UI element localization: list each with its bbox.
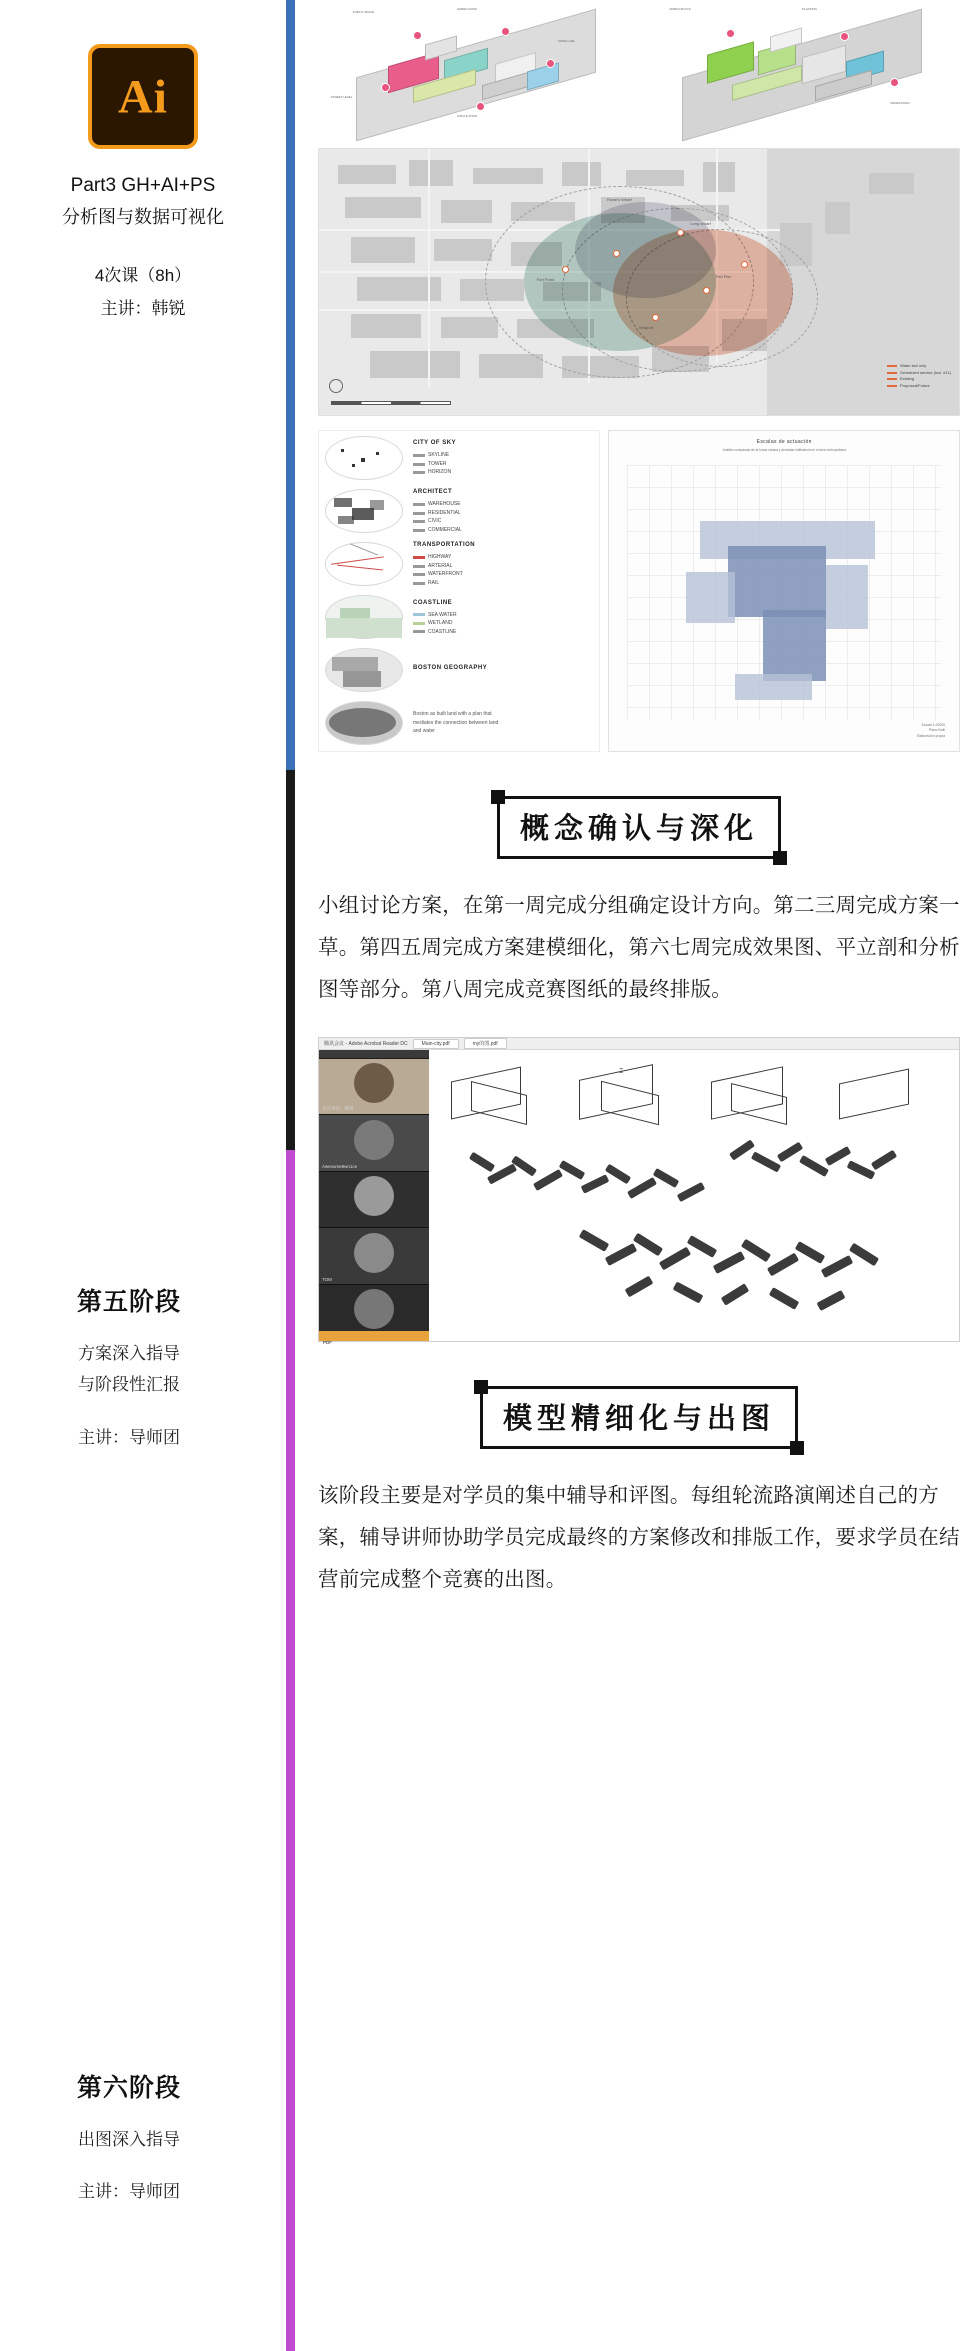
circle-title: TRANSPORTATION xyxy=(413,542,476,549)
window-title: 腾讯会议 - Adobe Acrobat Reader DC xyxy=(324,1041,408,1048)
stage-5-body: 小组讨论方案，在第一周完成分组确定设计方向。第二三周完成方案一草。第四五周完成方案建模细化，第六七周完成效果图、平立剖和分析图等部分。第八周完成竞赛图纸的最终排版。 xyxy=(318,894,960,1002)
circle-title: COASTLINE xyxy=(413,599,453,606)
document-tab-left[interactable]: Main-city.pdf xyxy=(413,1039,459,1049)
map-poi xyxy=(652,314,659,321)
right-column xyxy=(318,0,960,1601)
map-label: Fort Point xyxy=(536,276,554,282)
callout-dot xyxy=(840,32,849,41)
stage-5-lecturer: 主讲：导师团 xyxy=(78,1427,180,1447)
map-label: Fan Pier xyxy=(715,274,731,280)
timeline-spine-pink xyxy=(286,1150,295,2351)
callout-dot xyxy=(476,102,485,111)
stage-6-left xyxy=(0,2068,270,2208)
circle-legend-item: CIVIC xyxy=(428,518,442,525)
circle-legend-item: WETLAND xyxy=(428,620,453,627)
stage-6-body: 该阶段主要是对学员的集中辅导和评图。每组轮流路演阐述自己的方案，辅导讲师协助学员完成最终的方案修改和排版工作，要求学员在结营前完成整个竞赛的出图。 xyxy=(318,1484,960,1592)
axo-label: GREEN ROOF xyxy=(457,7,478,12)
map-label: Seaport xyxy=(639,324,654,330)
legend-item: Proposed/Future xyxy=(899,382,930,388)
stage-5-desc-1: 方案深入指导 xyxy=(78,1344,180,1363)
axonometric-diagram-right xyxy=(644,0,960,134)
stage-5-title: 第五阶段 xyxy=(76,1288,181,1316)
legend-item: Existing xyxy=(899,376,914,382)
axo-label: STREET LEVEL xyxy=(330,95,353,100)
axo-label: URBAN BLOCK xyxy=(669,7,691,12)
callout-dot xyxy=(890,78,899,87)
circle-legend-item: WATERFRONT xyxy=(428,571,463,578)
stage-5-desc-2: 与阶段性汇报 xyxy=(78,1375,180,1395)
circle-row xyxy=(319,537,599,590)
meeting-participant-panel xyxy=(319,1050,429,1346)
harbor-analysis-map-image xyxy=(318,148,960,416)
axo-label: PEDESTRIAN xyxy=(890,100,910,105)
app-titlebar xyxy=(319,1038,959,1050)
meeting-toolbar[interactable] xyxy=(319,1050,429,1059)
circle-title: BOSTON GEOGRAPHY xyxy=(413,665,488,672)
pdf-status-bar xyxy=(319,1331,429,1346)
urban-analysis-image xyxy=(318,430,960,752)
circle-legend-item: RESIDENTIAL xyxy=(428,509,461,516)
callout-dot xyxy=(501,27,510,36)
map-legend xyxy=(887,363,951,389)
stage-6-desc-1: 出图深入指导 xyxy=(78,2130,180,2149)
circle-note: Boston as built land with a plan that mediates the connection between land and water xyxy=(413,711,499,735)
circle-map-landfill xyxy=(325,701,403,745)
part-title: Part3 GH+AI+PS xyxy=(70,175,216,196)
stage-6-heading-band xyxy=(318,1386,960,1449)
participant-label: TOM xyxy=(322,1276,332,1282)
city-plan-title: Escalas de actuación xyxy=(756,439,812,445)
axo-label: PUBLIC SPACE xyxy=(352,9,375,14)
cursor-icon: ⌶ xyxy=(619,1068,624,1076)
circle-title: ARCHITECT xyxy=(413,489,453,496)
map-label: Rowe's Wharf xyxy=(607,196,632,202)
document-tab-right[interactable]: my的图.pdf xyxy=(464,1038,507,1049)
speaker-label: 正在讲话：韩锐 xyxy=(322,1106,354,1112)
circle-legend-item: TOWER xyxy=(428,460,447,467)
stage-6-heading: 模型精细化与出图 xyxy=(502,1403,775,1436)
participant-tile-1[interactable] xyxy=(319,1115,429,1171)
participant-tile-2[interactable] xyxy=(319,1172,429,1228)
circle-legend-item: HORIZON xyxy=(428,469,452,476)
circle-legend-item: SEA WATER xyxy=(428,611,457,618)
stage-5-heading: 概念确认与深化 xyxy=(519,813,758,845)
legend-item: Scheduled service (incl. #11) xyxy=(899,369,951,375)
callout-dot xyxy=(726,29,735,38)
axonometric-diagram-left xyxy=(318,0,634,134)
timeline-spine-blue xyxy=(286,0,295,770)
axo-label: MIXED USE xyxy=(558,39,575,44)
stage-5-heading-band xyxy=(318,796,960,859)
legend-item: Water taxi only xyxy=(899,363,927,369)
circle-legend-item: COASTLINE xyxy=(428,628,457,635)
map-scale-bar xyxy=(331,401,451,405)
circle-diagram-series xyxy=(318,430,600,752)
part-subtitle: 分析图与数据可视化 xyxy=(62,207,224,228)
circle-row xyxy=(319,697,599,750)
participant-label: Awesome8wn1ce xyxy=(322,1163,358,1169)
circle-legend-item: ARTERIAL xyxy=(428,562,453,569)
circle-map-architecture xyxy=(325,489,403,533)
pdf-status-label: PDF xyxy=(323,1340,332,1346)
circle-legend-item: COMMERCIAL xyxy=(428,526,462,533)
city-plan-subtitle: Análisis comparado de la forma urbana y densidad edificatoria en el área metropolitana xyxy=(722,448,846,452)
participant-tile-speaker[interactable] xyxy=(319,1059,429,1115)
axonometric-diagrams-image xyxy=(318,0,960,134)
city-plan-note: Escala 1:20000 Plano Nolli Elaboración propia xyxy=(916,722,945,738)
ai-icon-label: Ai xyxy=(118,70,168,123)
stage-6-title: 第六阶段 xyxy=(76,2074,181,2102)
meeting-screenshot-image xyxy=(318,1037,960,1346)
circle-map-transportation xyxy=(325,542,403,586)
stage-5-left xyxy=(0,1282,270,1453)
circle-legend-item: HIGHWAY xyxy=(428,554,452,561)
stage-6-lecturer: 主讲：导师团 xyxy=(78,2182,180,2202)
participant-tile-3[interactable] xyxy=(319,1228,429,1284)
circle-row xyxy=(319,484,599,537)
part-lecturer: 主讲：韩锐 xyxy=(100,298,186,318)
circle-legend-item: SKYLINE xyxy=(428,452,450,459)
axo-label: CIRCULATION xyxy=(457,114,478,119)
city-plan-drawing xyxy=(608,430,960,752)
circle-row xyxy=(319,431,599,484)
callout-dot xyxy=(546,59,555,68)
left-column xyxy=(0,0,286,325)
circle-legend-item: WAREHOUSE xyxy=(428,501,461,508)
circle-title: CITY OF SKY xyxy=(413,440,457,447)
circle-map-coastline xyxy=(325,595,403,639)
circle-map-geography xyxy=(325,648,403,692)
pdf-canvas[interactable] xyxy=(429,1050,959,1341)
circle-legend-item: RAIL xyxy=(428,579,440,586)
circle-row xyxy=(319,590,599,643)
map-label: Long Wharf xyxy=(690,220,711,226)
part-sessions: 4次课（8h） xyxy=(94,266,192,286)
timeline-spine-dark xyxy=(286,770,295,1150)
circle-row xyxy=(319,643,599,696)
circle-map-sky xyxy=(325,436,403,480)
callout-dot xyxy=(413,31,422,40)
axo-label: PLANTING xyxy=(802,7,818,12)
adobe-illustrator-icon xyxy=(88,44,198,149)
compass-icon xyxy=(329,379,343,393)
